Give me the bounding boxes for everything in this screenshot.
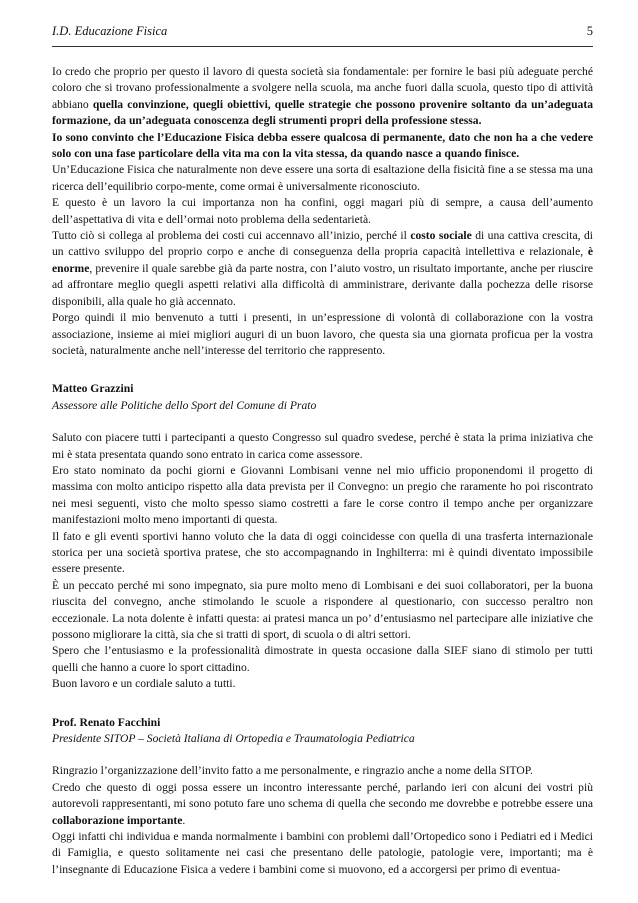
paragraph: Saluto con piacere tutti i partecipanti a questo Congresso sul quadro svedese, perché è stata la prima iniziativa che mi è stata presentata quando sono entrato in carica come assessore. [52, 431, 593, 461]
speaker-role: Presidente SITOP – Società Italiana di Ortopedia e Traumatologia Pediatrica [52, 732, 415, 746]
paragraph: Un’Educazione Fisica che naturalmente non deve essere una sorta di esaltazione della fisicità fine a se stessa ma una ricerca dell’equilibrio corpo-mente, come ormai è universalmente riconosciuto. [52, 163, 593, 193]
paragraph [52, 228, 593, 310]
paragraph: Ero stato nominato da pochi giorni e Giovanni Lombisani venne nel mio ufficio proponendomi il progetto di massima con molto anticipo rispetto alla data prevista per il Convegno: un pregio che raramente ho poi riscontrato nei mesi seguenti, visto che molto spesso siamo costretti a fare le corse contro il tempo anche per organizzare manifestazioni molto meno importanti di questa. [52, 463, 593, 527]
paragraph: Buon lavoro e un cordiale saluto a tutti. [52, 677, 236, 691]
bold-text: è enorme [52, 245, 593, 275]
paragraph [52, 780, 593, 829]
speaker-name: Matteo Grazzini [52, 382, 134, 396]
paragraph: Spero che l’entusiasmo e la professionalità dimostrate in questa occasione dalla SIEF siano di stimolo per tutti quelli che hanno a cuore lo sport cittadino. [52, 644, 593, 674]
paragraph: Oggi infatti chi individua e manda normalmente i bambini con problemi dall’Ortopedico sono i Pediatri ed i Medici di Famiglia, e questo solitamente nei casi che presentano delle patologie, patologie vere, importanti; ma è l’insegnante di Educazione Fisica a vedere i bambini come si muovono, ed a accorgersi per primo di eventua- [52, 830, 593, 876]
bold-text: costo sociale [410, 229, 472, 243]
text-run: , prevenire il quale sarebbe già da parte nostra, con l’aiuto vostro, un risultato importante, anche per riuscire ad affrontare meglio quegli aspetti relativi alla difficoltà di amministrare, derivante dalla pochezza delle risorse disponibili, alla quale ho già accennato. [52, 261, 593, 308]
text-run: Tutto ciò si collega al problema dei costi cui accennavo all’inizio, perché il [52, 229, 407, 243]
page-number: 5 [586, 24, 593, 38]
paragraph: Ringrazio l’organizzazione dell’invito fatto a me personalmente, e ringrazio anche a nome della SITOP. [52, 764, 533, 778]
bold-text: quella convinzione, quegli obiettivi, quelle strategie che possono provenire soltanto da un’adeguata formazione, da un’adeguata conoscenza degli strumenti propri della professione stessa. [52, 97, 593, 128]
paragraph: E questo è un lavoro la cui importanza non ha confini, oggi magari più di sempre, a causa dell’aumento dell’aspettativa di vita e dell’ormai noto problema della sedentarietà. [52, 196, 593, 226]
speaker-name: Prof. Renato Facchini [52, 715, 161, 729]
running-header [52, 24, 593, 47]
body-text [52, 64, 593, 878]
text-run: Credo che questo di oggi possa essere un incontro interessante perché, parlando ieri con alcuni dei vostri più autorevoli rappresentanti, mi sono potuto fare uno schema di quella che secondo me dovrebbe e potrebbe essere una [52, 780, 593, 811]
paragraph: È un peccato perché mi sono impegnato, sia pure molto meno di Lombisani e dei suoi collaboratori, per la buona riuscita del convegno, anche stimolando le scuole a rispondere al questionario, con successo peraltro non eccezionale. La nota dolente è infatti questa: ai pratesi manca un po’ d’entusiasmo nel partecipare alle iniziative che possono migliorare la città, sia che si tratti di sport, di scuola o di altri settori. [52, 578, 593, 641]
bold-paragraph: Io sono convinto che l’Educazione Fisica debba essere qualcosa di permanente, dato che non ha a che vedere solo con una fase particolare della vita ma con la vita stessa, da quando nasce a quando finisce. [52, 130, 593, 161]
running-title: I.D. Educazione Fisica [52, 24, 168, 38]
paragraph: Il fato e gli eventi sportivi hanno voluto che la data di oggi coincidesse con quella di una trasferta internazionale storica per una società sportiva pratese, che sto accompagnando in Inghilterra: mi è quindi diventato impossibile essere presente. [52, 529, 593, 576]
text-run: di una cattiva crescita, di un cattivo sviluppo del proprio corpo e anche di conseguenza della propria capacità intellettiva e relazionale, [52, 229, 593, 259]
speaker-section [52, 381, 593, 692]
paragraph [52, 64, 593, 130]
bold-text: collaborazione importante [52, 813, 183, 827]
speaker-section [52, 715, 593, 879]
speaker-role: Assessore alle Politiche dello Sport del Comune di Prato [52, 398, 317, 412]
paragraph: Porgo quindi il mio benvenuto a tutti i presenti, in un’espressione di volontà di collaborazione con la vostra associazione, insieme ai miei migliori auguri di un buon lavoro, che questa sia una giornata proficua per la vostra società, naturalmente anche nell’interesse del territorio che rappresento. [52, 311, 593, 357]
text-run: . [182, 813, 186, 827]
text-run: Io credo che proprio per questo il lavoro di questa società sia fondamentale: per fornire le basi più adeguate perché coloro che si trovano professionalmente a svolgere nella scuola, ma anche fuori dalla scuola, questo tipo di attività abbiano [52, 65, 593, 111]
